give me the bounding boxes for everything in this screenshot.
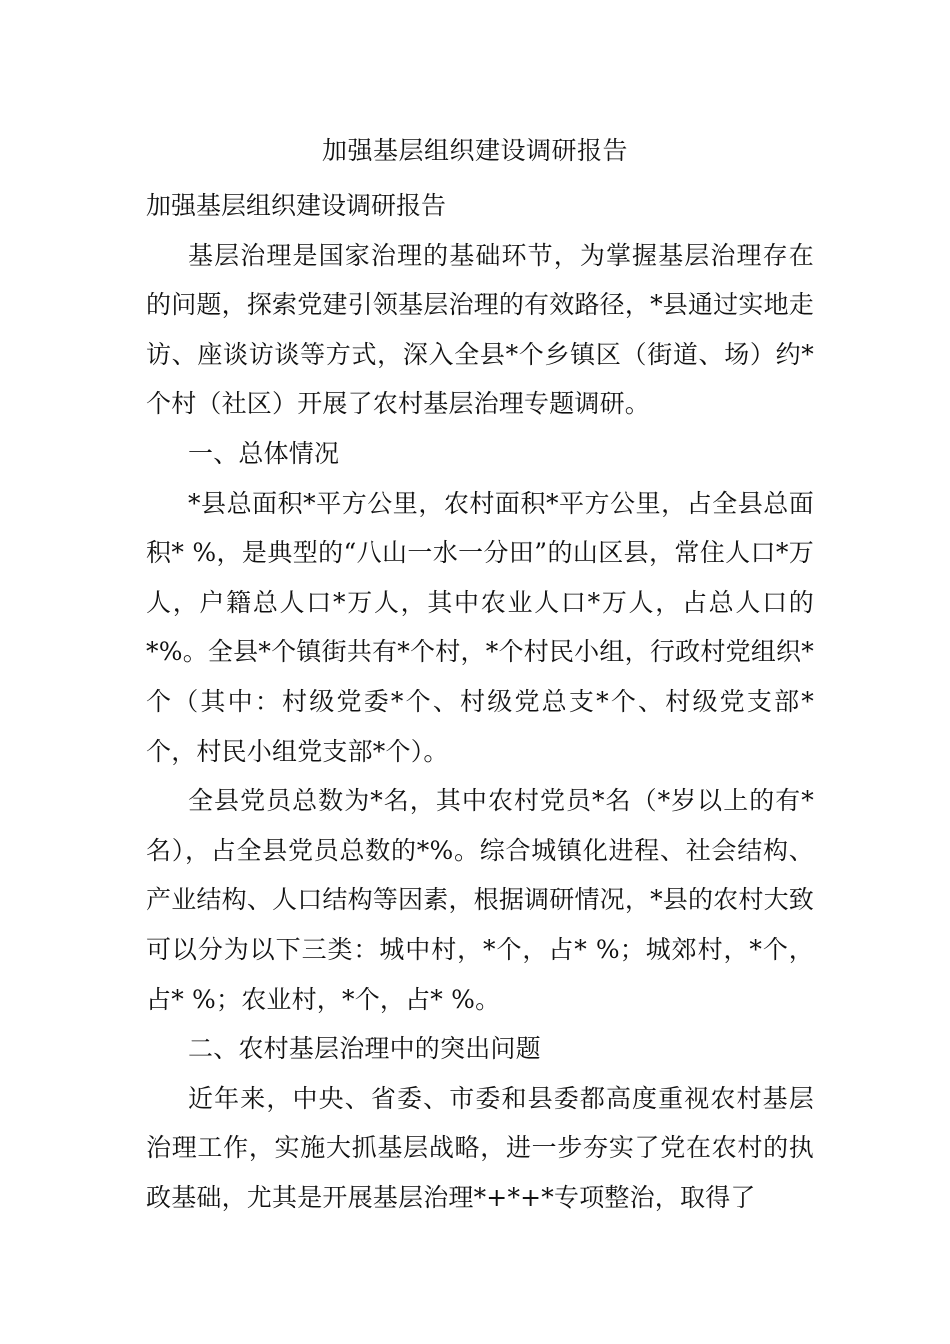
paragraph-intro: 基层治理是国家治理的基础环节，为掌握基层治理存在的问题，探索党建引领基层治理的有效路径，*县通过实地走访、座谈访谈等方式，深入全县*个乡镇区（街道、场）约*个村（社区）开展了农村基层治理专题调研。 xyxy=(146,240,814,419)
paragraph-overview: *县总面积*平方公里，农村面积*平方公里，占全县总面积* %，是典型的“八山一水一分田”的山区县，常住人口*万人，户籍总人口*万人，其中农业人口*万人，占总人口的*%。全县*个镇街共有*个村，*个村民小组，行政村党组织*个（其中：村级党委*个、村级党总支*个、村级党支部*个，村民小组党支部*个）。 xyxy=(146,488,814,766)
section-heading-problems: 二、农村基层治理中的突出问题 xyxy=(188,1034,541,1064)
document-body xyxy=(146,181,814,1222)
section-heading-overview: 一、总体情况 xyxy=(188,438,340,468)
paragraph-problems: 近年来，中央、省委、市委和县委都高度重视农村基层治理工作，实施大抓基层战略，进一步夯实了党在农村的执政基础，尤其是开展基层治理*+*+*专项整治，取得了 xyxy=(146,1083,814,1212)
document-title: 加强基层组织建设调研报告 xyxy=(321,136,628,165)
document-subtitle: 加强基层组织建设调研报告 xyxy=(146,191,447,220)
paragraph-party-members: 全县党员总数为*名，其中农村党员*名（*岁以上的有*名），占全县党员总数的*%。综合城镇化进程、社会结构、产业结构、人口结构等因素，根据调研情况，*县的农村大致可以分为以下三类：城中村，*个，占* %；城郊村，*个，占* %；农业村，*个，占* %。 xyxy=(146,786,814,1014)
